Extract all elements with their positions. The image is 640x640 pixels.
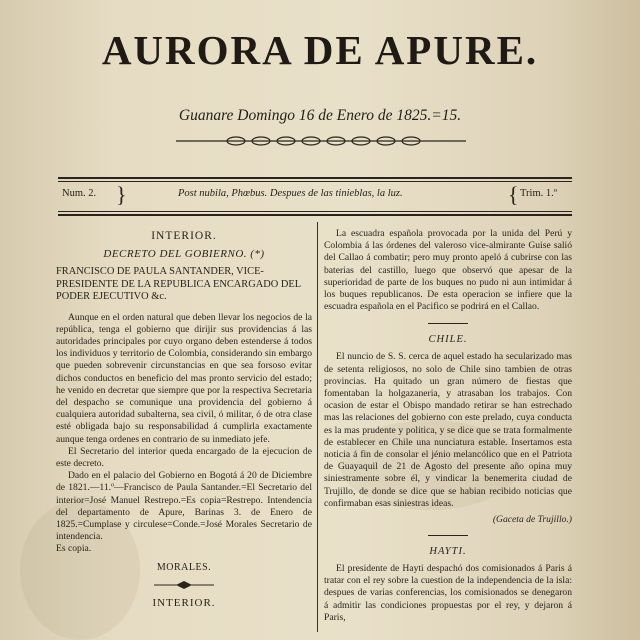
section-title: INTERIOR. (152, 596, 216, 609)
section-title-hayti: HAYTI. (429, 546, 467, 558)
source-credit: (Gaceta de Trujillo.) (492, 514, 572, 526)
section-title: INTERIOR. (151, 230, 217, 242)
decree-paragraph: Es copia. (56, 543, 92, 555)
short-rule (428, 535, 468, 536)
dateline: Guanare Domingo 16 de Enero de 1825.=15. (178, 107, 462, 124)
brace-glyph: { (508, 182, 519, 207)
short-rule (428, 323, 468, 324)
signature: MORALES. (156, 561, 212, 573)
left-column (56, 228, 312, 609)
decree-paragraph: El Secretario del interior queda encargado de la ejecucion de este decreto. (56, 445, 312, 469)
issue-number: Num. 2. (62, 188, 97, 199)
masthead-title: AURORA DE APURE. (101, 27, 539, 73)
decree-paragraph: Aunque en el orden natural que deben llevar los negocios de la república, tenga el gobierno que dirijir sus providencias á las autoridades principales por cuyo organo deben estenderse á todos los individuos y territorio de Colombia, considerando sin embargo que pueden sobrevenir circunstancias en que sea forsoso evitar dichos conductos en beneficio del mas pronto servicio del estado; he venido en decretar que siempre que por la respectiva Secretaria del despacho se comunique una providencia del gobierno á cualquiera autoridad subalterna, sea civil, ó militar, ó de otra clase esté obligada bajo su responsabilidad á cumplirla exactamente aunque tenga ordenes en contrario de su inmediato jefe. (56, 311, 312, 445)
article-paragraph: La escuadra española provocada por la unida del Perú y Colombia á las órdenes del valeroso vice-almirante Guise salió del Callao á combatir; pero muy pronto apeló á cubrirse con las baterias del castillo, luego que observó que apesar de la superioridad de parte de los buques no pudo ni aun intimidar á los buques republicanos. De esta operacion se infiere que la escuadra española en el Pacifico se podrirá en el Callao. (324, 228, 572, 313)
header-rule (58, 211, 572, 212)
ornament-divider-icon (176, 134, 466, 148)
header-rule (58, 177, 572, 179)
brace-glyph: } (116, 182, 127, 207)
trimester: Trim. 1.º (520, 188, 558, 199)
decree-paragraph: Dado en el palacio del Gobierno en Bogotá á 20 de Diciembre de 1821.—11.º—Francisco de Paula Santander.=El Secretario del interior=José Manuel Restrepo.=Es copia=Restrepo. Intendencia del departamento de Apure, Barinas 3. de Enero de 1825.=Cumplase y circulese=Conde.=José Morales Secretario de intendencia. (56, 470, 312, 543)
section-ornament-icon (154, 581, 214, 589)
right-column (324, 228, 572, 624)
decree-heading: FRANCISCO DE PAULA SANTANDER, VICE-PRESIDENTE DE LA REPUBLICA ENCARGADO DEL PODER EJECUTIVO &c. (56, 266, 301, 302)
header-rule (58, 181, 572, 182)
article-paragraph: El presidente de Hayti despachó dos comisionados á Paris á tratar con el rey sobre la cuestion de la independencia de la isla: despues de varias conferencias, los comisionados se denegaron á admitir las condiciones propuestas por el rey, y dejaron á Paris, (324, 563, 572, 623)
header-rule (58, 214, 572, 216)
section-title-chile: CHILE. (428, 334, 468, 346)
decree-title: DECRETO DEL GOBIERNO. (*) (103, 248, 265, 260)
article-paragraph: El nuncio de S. S. cerca de aquel estado ha secularizado mas de setenta religiosos, no solo de Chile sino tambien de otras provincias. Ha quitado un gran número de fiestas que fomentaban la holgazaneria, y atrasaban los trabajos. Con ocasion de estar el Obispo mandado retirar se han estrechado mas las relaciones del gobierno con este prelado, cuya conducta es la mas prudente y politica, y se dice que se trata formalmente de establecer en Chile una nunciatura estable. Insertamos esta noticia á fin de consolar el jénio melancólico que en el Patriota de Guayaquil de 21 de Agosto del presente año opina muy siniestramente sobre él, y vindicar la benemerita ciudad de Trujillo, de donde se dice que se habian recibido noticias que confirmaban esas siniestras ideas. (324, 351, 572, 509)
motto: Post nubila, Phœbus. Despues de las tinieblas, la luz. (178, 188, 403, 199)
column-divider (317, 222, 318, 632)
